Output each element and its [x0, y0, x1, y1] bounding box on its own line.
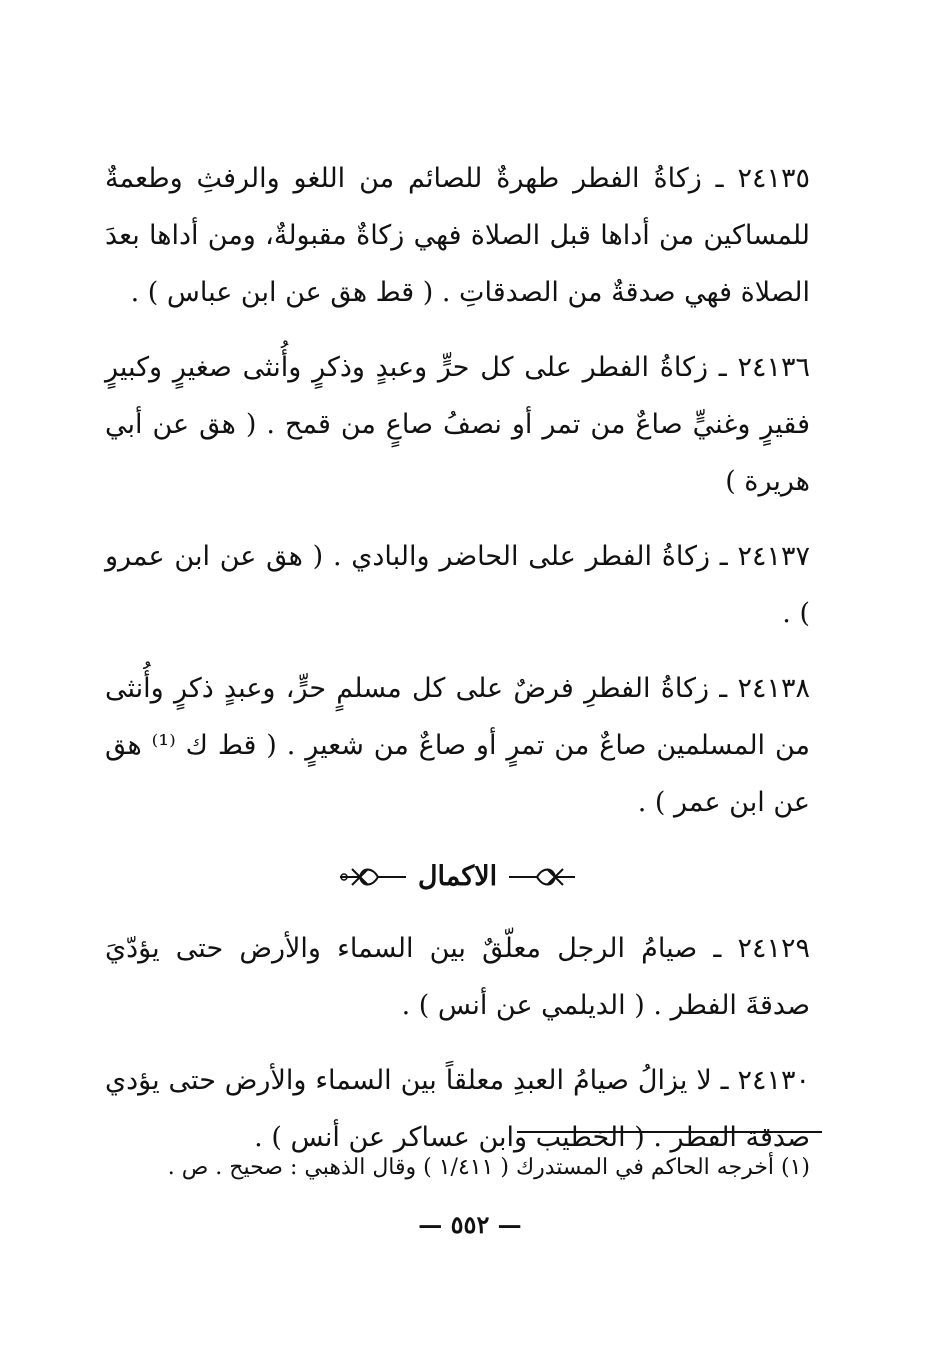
footnote: (١) أخرجه الحاكم في المستدرك ( ١/٤١١ ) وقال الذهبي : صحيح . ص .	[167, 1155, 810, 1180]
hadith-number: ٢٤١٢٩	[737, 933, 810, 964]
hadith-text: زكاةُ الفطر طهرةٌ للصائم من اللغو والرفثِ وطعمةٌ للمساكين من أداها قبل الصلاة فهي زكاةٌ مقبولةٌ، ومن أداها بعدَ الصلاة فهي صدقةٌ من الصدقاتِ . ( قط هق عن ابن عباس ) .	[105, 163, 810, 308]
main-text	[105, 150, 810, 1184]
section-title: الاكمال	[417, 861, 498, 892]
hadith-number: ٢٤١٣٠	[737, 1065, 810, 1096]
page-number: — ٥٥٢ —	[418, 1210, 522, 1239]
hadith-entry	[105, 920, 810, 1034]
hadith-number: ٢٤١٣٧	[737, 541, 810, 572]
hadith-text: زكاةُ الفطر على كل حرٍّ وعبدٍ وذكرٍ وأُنثى صغيرٍ وكبيرٍ فقيرٍ وغنيٍّ صاعٌ من تمر أو نصفُ صاعٍ من قمح . ( هق عن أبي هريرة )	[105, 352, 810, 497]
hadith-text: لا يزالُ صيامُ العبدِ معلقاً بين السماء والأرض حتى يؤدي صدقة الفطر . ( الخطيب وابن عساكر عن أنس ) .	[105, 1065, 810, 1153]
hadith-entry	[105, 528, 810, 642]
hadith-entry	[105, 150, 810, 321]
section-heading	[105, 861, 810, 892]
footnote-divider	[517, 1131, 822, 1133]
hadith-number: ٢٤١٣٦	[737, 352, 810, 383]
ornament-right-icon	[507, 865, 577, 889]
hadith-text: صيامُ الرجل معلّقٌ بين السماء والأرض حتى يؤدّيَ صدقةَ الفطر . ( الديلمي عن أنس ) .	[105, 933, 810, 1021]
hadith-dash: ـ	[711, 1065, 729, 1096]
hadith-number: ٢٤١٣٨	[737, 673, 810, 704]
hadith-dash: ـ	[701, 163, 724, 194]
hadith-number: ٢٤١٣٥	[737, 163, 810, 194]
hadith-dash: ـ	[697, 933, 722, 964]
hadith-entry	[105, 660, 810, 831]
hadith-dash: ـ	[709, 673, 728, 704]
hadith-text: زكاةُ الفطر على الحاضر والبادي . ( هق عن ابن عمرو ) .	[105, 541, 810, 629]
hadith-text: زكاةُ الفطرِ فرضٌ على كل مسلمٍ حرٍّ، وعبدٍ ذكرٍ وأُنثى من المسلمين صاعٌ من تمرٍ أو صاعٌ من شعيرٍ . ( قط ك ⁽¹⁾ هق عن ابن عمر ) .	[105, 673, 810, 818]
hadith-dash: ـ	[708, 352, 727, 383]
hadith-entry	[105, 339, 810, 510]
hadith-dash: ـ	[710, 541, 728, 572]
ornament-left-icon	[338, 865, 408, 889]
